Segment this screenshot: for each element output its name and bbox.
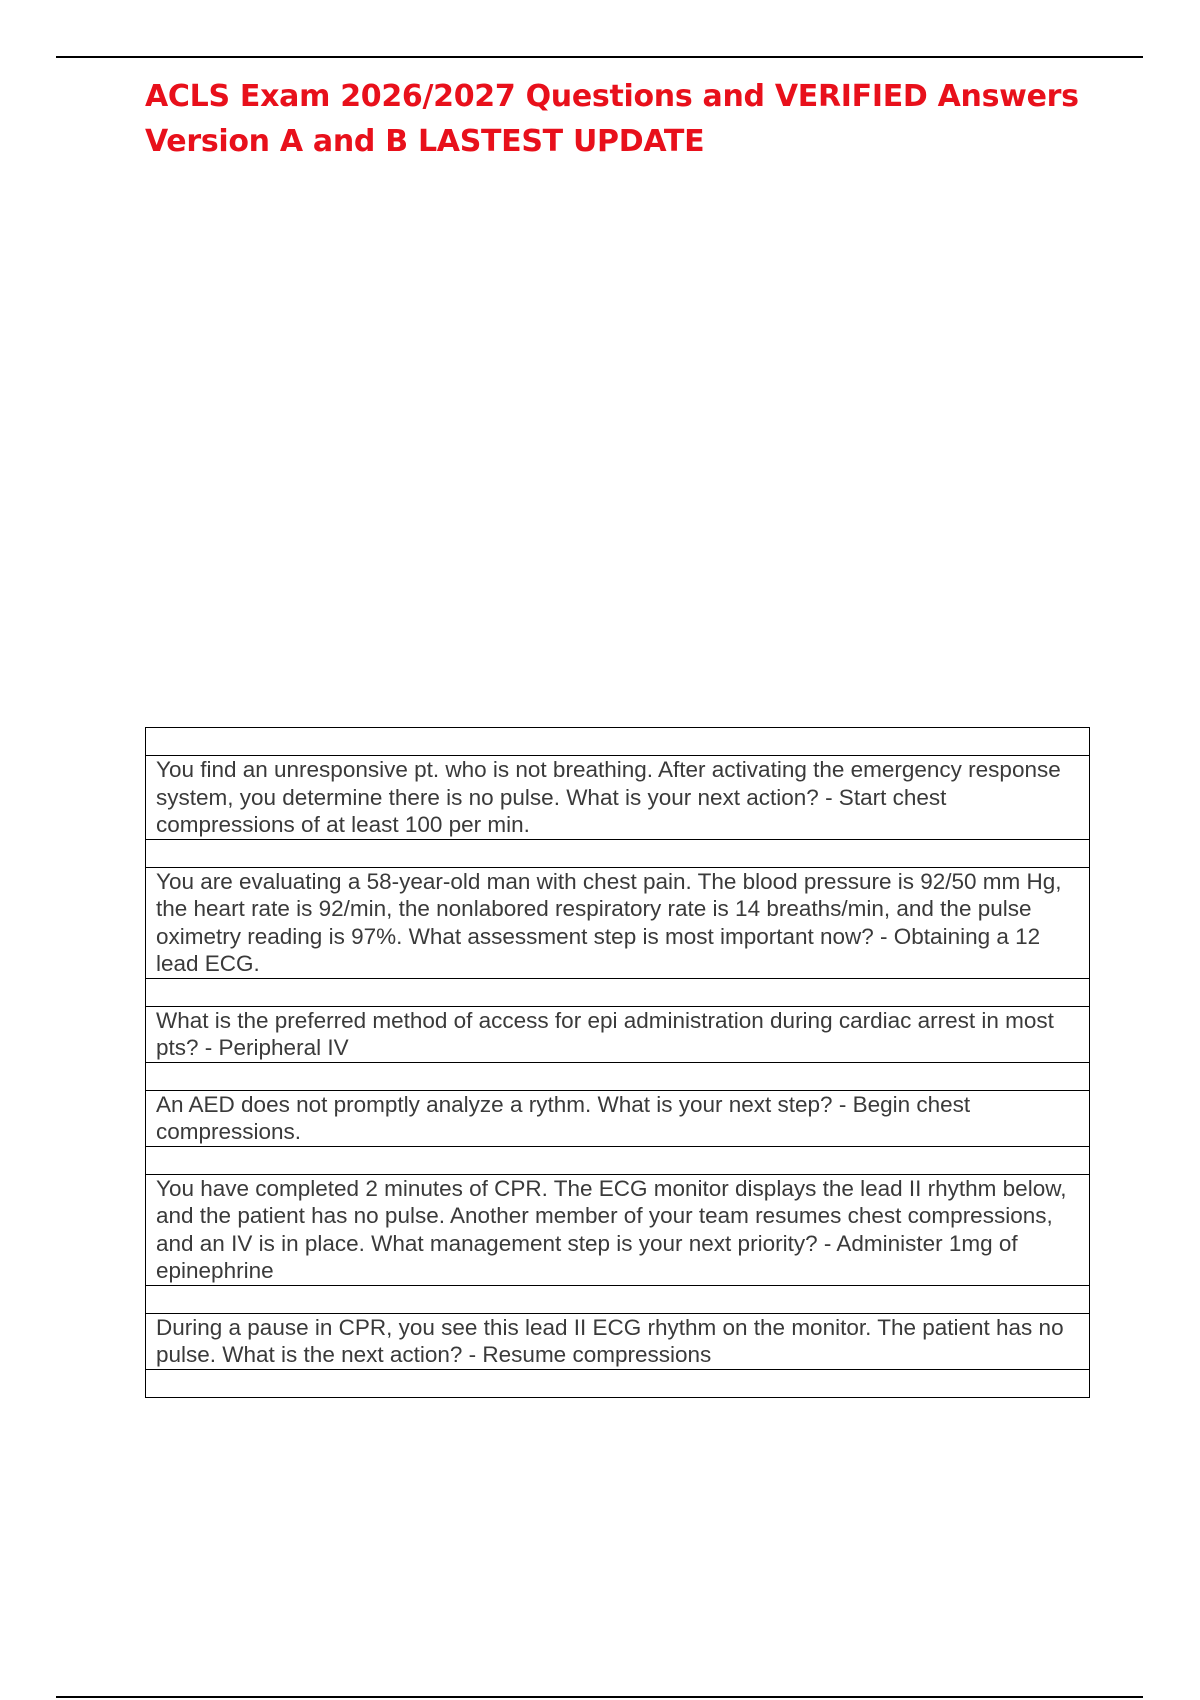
top-rule [56,56,1143,58]
document-title [145,74,1105,164]
bottom-rule [56,1696,1143,1698]
question-cell-1: You find an unresponsive pt. who is not breathing. After activating the emergency response system, you determine there is no pulse. What is your next action? - Start chest compressions of at least 100 per min. [146,756,1090,840]
qa-table [145,727,1090,1398]
spacer-row [146,728,1090,756]
question-row [146,867,1090,978]
question-row [146,756,1090,840]
spacer-row [146,1285,1090,1313]
title-line-1: ACLS Exam 2026/2027 Questions and VERIFIED Answers [145,79,1079,114]
question-row [146,1090,1090,1146]
spacer-row [146,978,1090,1006]
title-line-2: Version A and B LASTEST UPDATE [145,124,705,159]
spacer-row [146,1369,1090,1397]
question-row [146,1313,1090,1369]
question-cell-4: An AED does not promptly analyze a rythm. What is your next step? - Begin chest compressions. [146,1090,1090,1146]
spacer-row [146,839,1090,867]
question-cell-3: What is the preferred method of access for epi administration during cardiac arrest in most pts? - Peripheral IV [146,1006,1090,1062]
question-row [146,1006,1090,1062]
spacer-row [146,1062,1090,1090]
spacer-row [146,1146,1090,1174]
question-cell-6: During a pause in CPR, you see this lead II ECG rhythm on the monitor. The patient has no pulse. What is the next action? - Resume compressions [146,1313,1090,1369]
question-row [146,1174,1090,1285]
question-cell-5: You have completed 2 minutes of CPR. The ECG monitor displays the lead II rhythm below, and the patient has no pulse. Another member of your team resumes chest compressions, and an IV is in place. What management step is your next priority? - Administer 1mg of epinephrine [146,1174,1090,1285]
question-cell-2: You are evaluating a 58-year-old man with chest pain. The blood pressure is 92/50 mm Hg, the heart rate is 92/min, the nonlabored respiratory rate is 14 breaths/min, and the pulse oximetry reading is 97%. What assessment step is most important now? - Obtaining a 12 lead ECG. [146,867,1090,978]
